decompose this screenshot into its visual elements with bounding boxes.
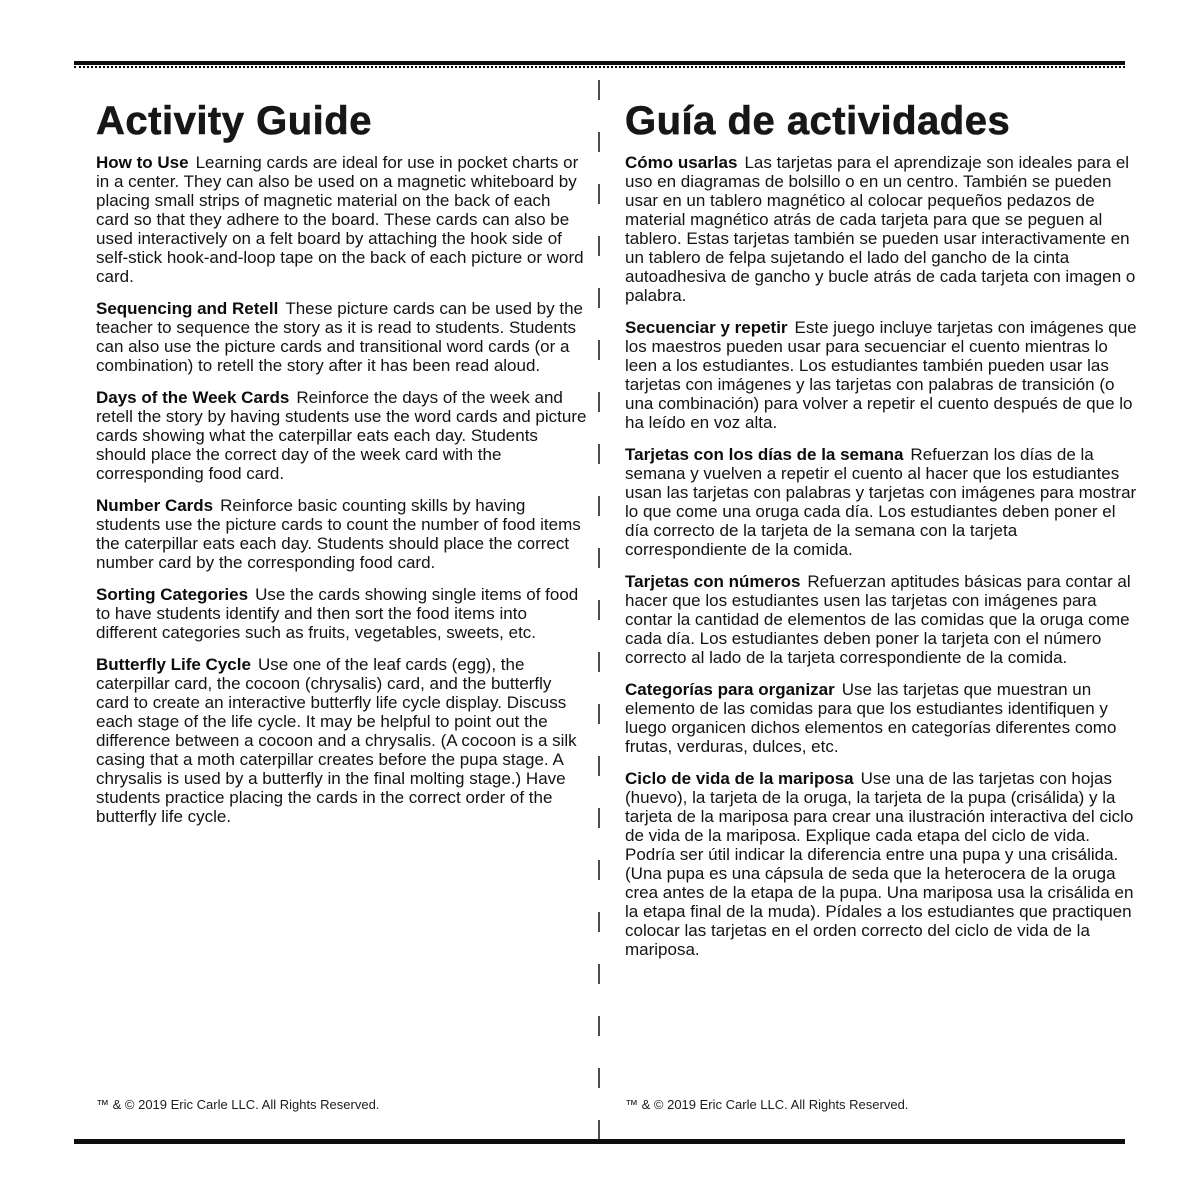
bottom-rule [74,1139,1125,1144]
page-title-spanish: Guía de actividades [625,99,1011,143]
section-heading: Secuenciar y repetir [625,318,788,337]
section-body: Refuerzan aptitudes básicas para contar al hacer que los estudiantes usen las tarjetas con imágenes para contar la cantidad de elementos de las comidas que la oruga come cada día. Los estudiantes deben poner la tarjeta con el número correcto al lado de la tarjeta correspondiente de la comida. [625,572,1131,667]
top-perforation-rule [74,61,1125,68]
section-body: Use the cards showing single items of food to have students identify and then sort the food items into different categories such as fruits, vegetables, sweets, etc. [96,585,579,642]
copyright-english: ™ & © 2019 Eric Carle LLC. All Rights Reserved. [96,1097,380,1112]
section-tarjetas-numeros [625,572,1143,667]
section-sequencing-and-retell [96,299,588,375]
page-title-english: Activity Guide [96,99,372,143]
section-body: Learning cards are ideal for use in pocket charts or in a center. They can also be used on a magnetic whiteboard by placing small strips of magnetic material on the back of each card so that they adhere to the board. These cards can also be used interactively on a felt board by attaching the hook side of self-stick hook-and-loop tape on the back of each picture or word card. [96,153,584,286]
section-body: Use one of the leaf cards (egg), the caterpillar card, the cocoon (chrysalis) card, and the butterfly card to create an interactive butterfly life cycle display. Discuss each stage of the life cycle. It may be helpful to point out the difference between a cocoon and a chrysalis. (A cocoon is a silk casing that a moth caterpillar creates before the pupa stage. A chrysalis is used by a butterfly in the final molting stage.) Have students practice placing the cards in the correct order of the butterfly life cycle. [96,655,577,826]
section-heading: Ciclo de vida de la mariposa [625,769,854,788]
section-body: Use las tarjetas que muestran un elemento de las comidas para que los estudiantes identifiquen y luego organicen dichos elementos en categorías diferentes como frutas, verduras, dulces, etc. [625,680,1117,756]
section-body: Este juego incluye tarjetas con imágenes que los maestros pueden usar para secuenciar el cuento mientras lo leen a los estudiantes. Los estudiantes también pueden usar las tarjetas con imágenes y las tarjetas con palabras de transición (o una combinación) para volver a repetir el cuento después de que lo ha leído en voz alta. [625,318,1137,432]
copyright-spanish: ™ & © 2019 Eric Carle LLC. All Rights Reserved. [625,1097,909,1112]
section-heading: Tarjetas con números [625,572,801,591]
section-body: Reinforce the days of the week and retell the story by having students use the word cards and picture cards showing what the caterpillar eats each day. Students should place the correct day of the week card with the corresponding food card. [96,388,587,483]
section-heading: Days of the Week Cards [96,388,290,407]
section-secuenciar-y-repetir [625,318,1143,432]
section-como-usarlas [625,153,1143,305]
section-sorting-categories [96,585,588,642]
section-heading: Cómo usarlas [625,153,738,172]
section-ciclo-de-vida [625,769,1143,959]
section-heading: How to Use [96,153,189,172]
section-tarjetas-dias-semana [625,445,1143,559]
section-number-cards [96,496,588,572]
section-days-of-the-week-cards [96,388,588,483]
section-heading: Number Cards [96,496,214,515]
section-heading: Sequencing and Retell [96,299,279,318]
section-butterfly-life-cycle [96,655,588,826]
section-how-to-use [96,153,588,286]
section-body: Las tarjetas para el aprendizaje son ideales para el uso en diagramas de bolsillo o en un centro. También se pueden usar en un tablero magnético al colocar pequeños pedazos de material magnético atrás de cada tarjeta para que se peguen al tablero. Estas tarjetas también se pueden usar interactivamente en un tablero de felpa sujetando el lado del gancho de la cinta autoadhesiva de gancho y bucle atrás de cada tarjeta con imagen o palabra. [625,153,1136,305]
section-heading: Tarjetas con los días de la semana [625,445,904,464]
section-heading: Sorting Categories [96,585,249,604]
section-body: Refuerzan los días de la semana y vuelven a repetir el cuento al hacer que los estudiantes usan las tarjetas con palabras y tarjetas con imágenes para mostrar lo que come una oruga cada día. Los estudiantes deben poner el día correcto de la tarjeta de la semana con la tarjeta correspondiente de la comida. [625,445,1137,559]
section-body: Reinforce basic counting skills by having students use the picture cards to count the number of food items the caterpillar eats each day. Students should place the correct number card by the corresponding food card. [96,496,581,572]
section-body: These picture cards can be used by the teacher to sequence the story as it is read to students. Students can also use the picture cards and transitional word cards (or a combination) to retell the story after it has been read aloud. [96,299,583,375]
section-body: Use una de las tarjetas con hojas (huevo), la tarjeta de la oruga, la tarjeta de la pupa (crisálida) y la tarjeta de la mariposa para crear una ilustración interactiva del ciclo de vida de la mariposa. Explique cada etapa del ciclo de vida. Podría ser útil indicar la diferencia entre una pupa y una crisálida. (Una pupa es una cápsula de seda que la heterocera de la oruga crea antes de la etapa de la pupa. Una mariposa usa la crisálida en la etapa final de la muda). Pídales a los estudiantes que practiquen colocar las tarjetas en el orden correcto del ciclo de vida de la mariposa. [625,769,1134,959]
spanish-column [625,100,1143,972]
center-fold-dashed-line [598,80,600,1170]
section-heading: Butterfly Life Cycle [96,655,251,674]
english-column [96,100,588,839]
section-heading: Categorías para organizar [625,680,835,699]
section-categorias-organizar [625,680,1143,756]
